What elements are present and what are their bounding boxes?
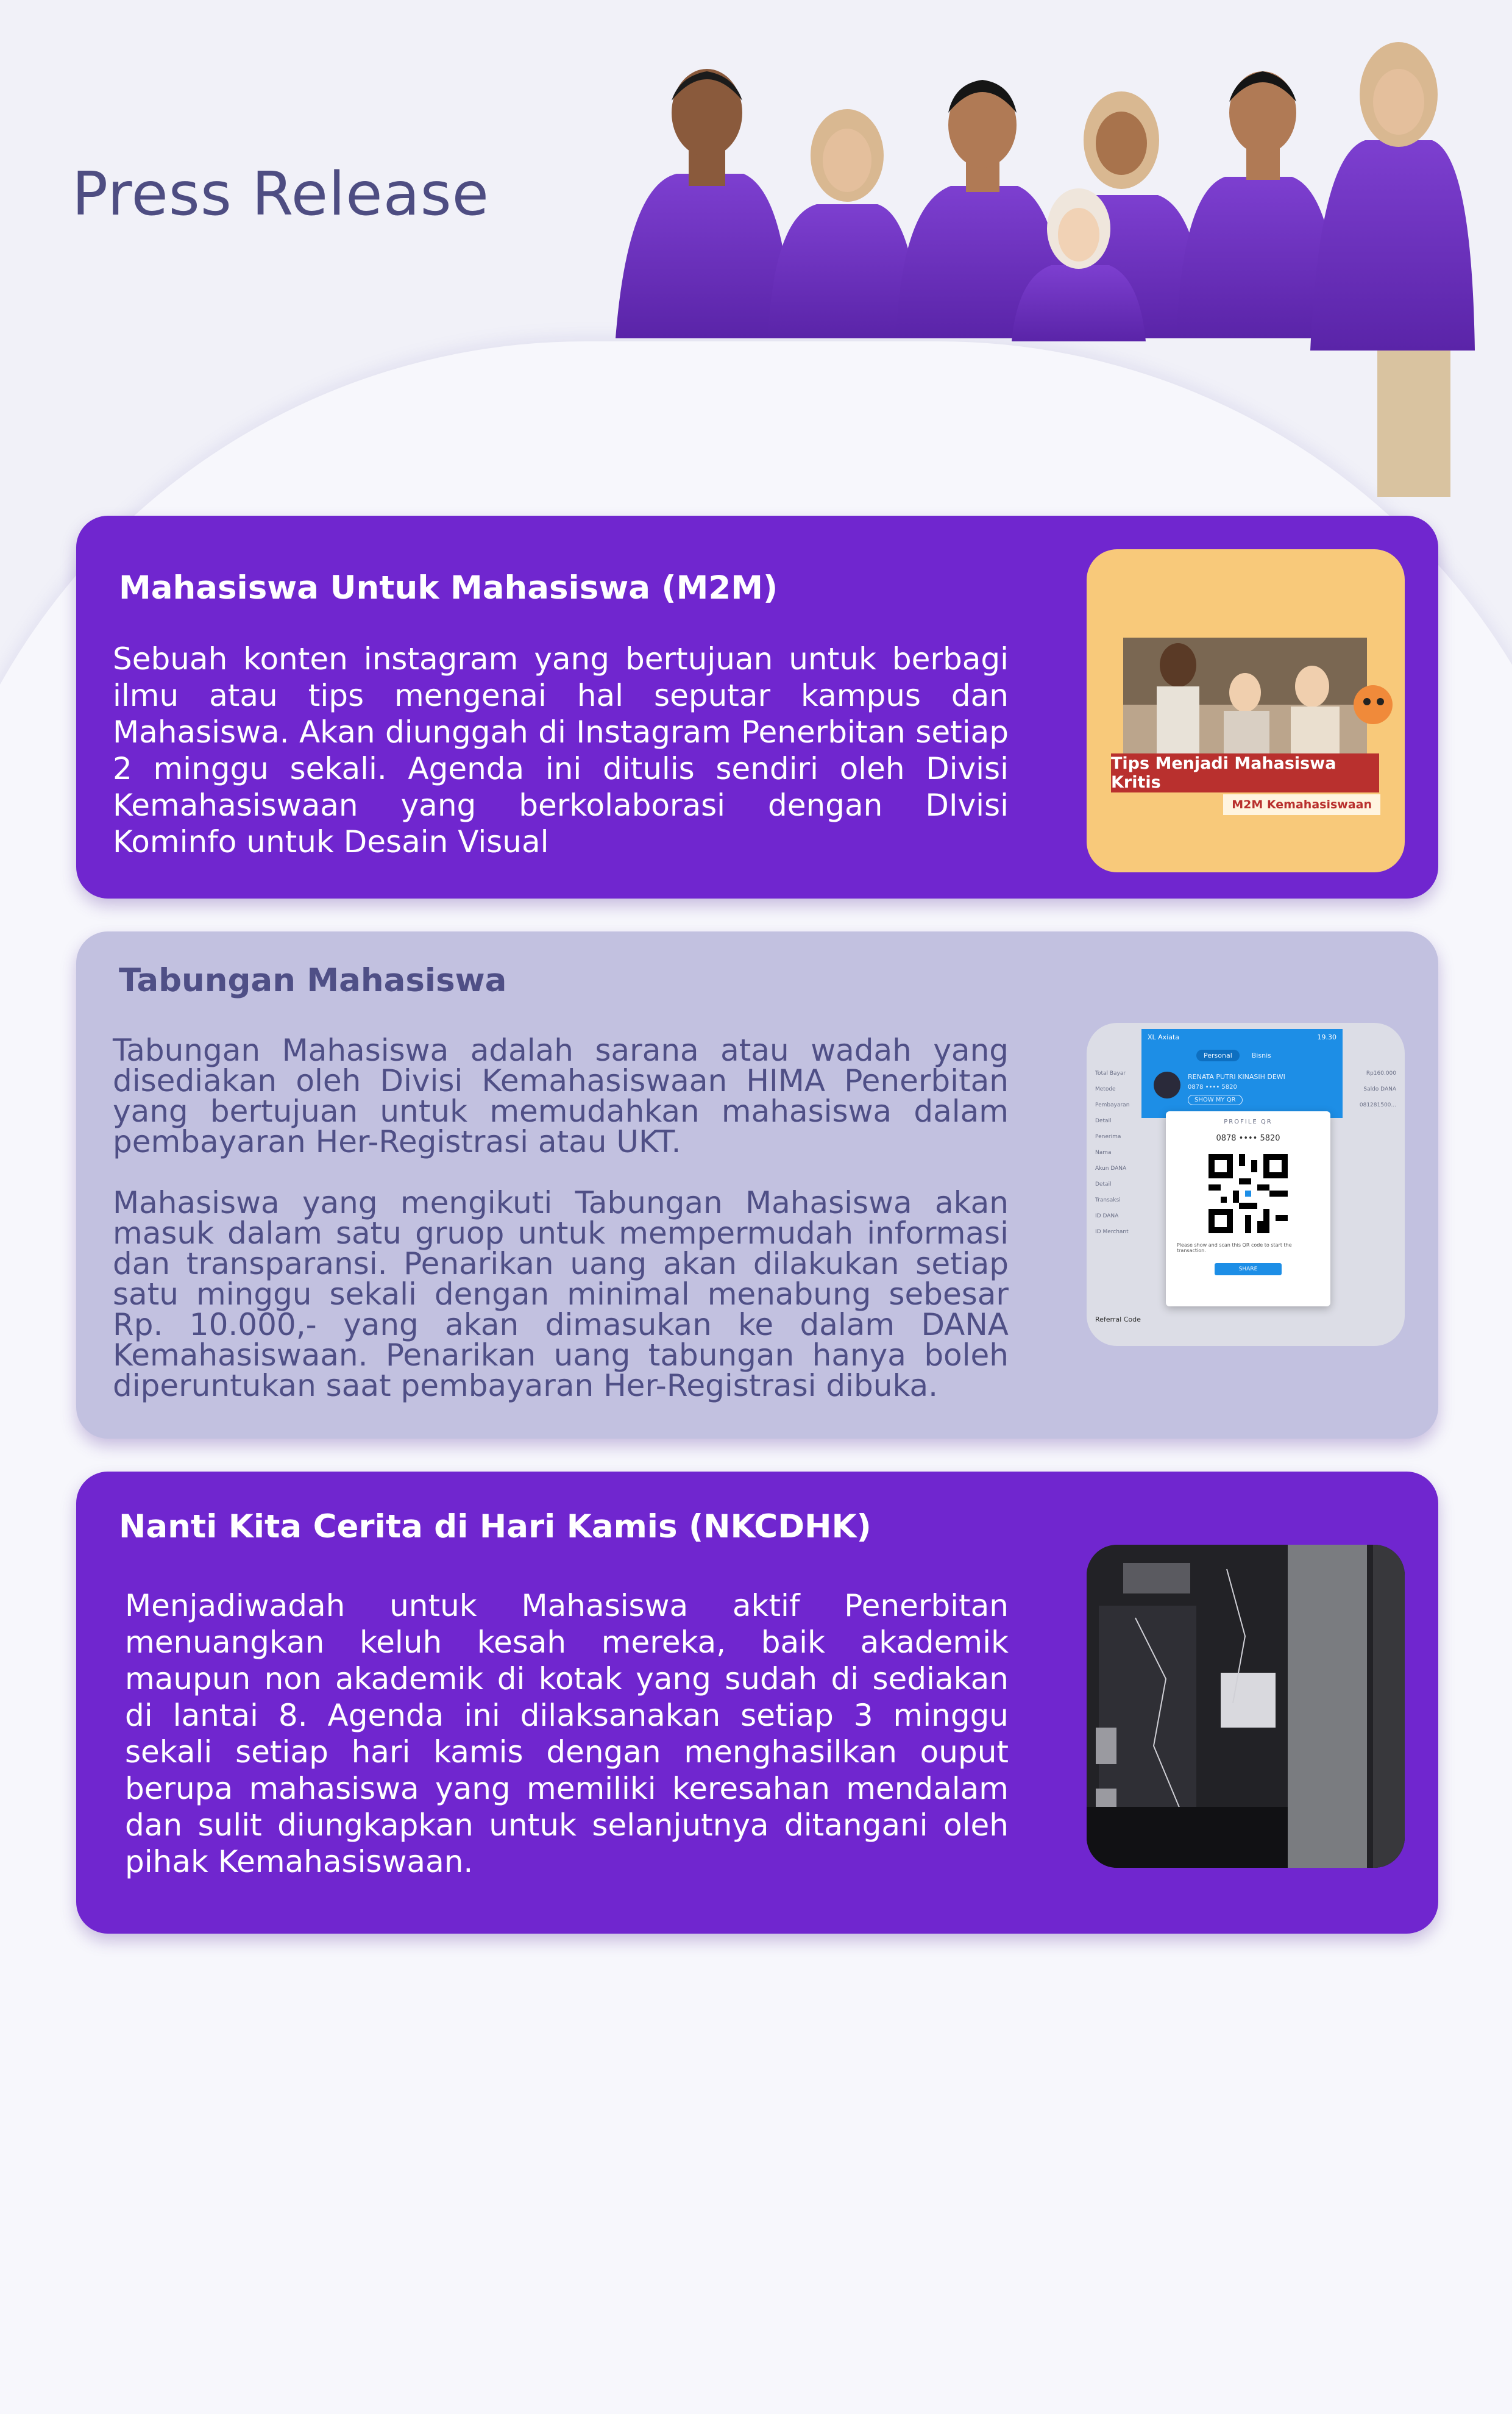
team-group-photo <box>603 34 1481 497</box>
qr-header: PROFILE QR <box>1224 1119 1272 1125</box>
section-title: Tabungan Mahasiswa <box>119 962 507 999</box>
label-row: Nama <box>1095 1150 1112 1156</box>
section-paragraph: Menjadiwadah untuk Mahasiswa aktif Penerbitan menuangkan keluh kesah mereka, baik akademik maupun non akademik di kotak yang sudah di sediakan di lantai 8. Agenda ini dilaksanakan setiap 3 minggu sekali setiap hari kamis dengan menghasilkan ouput berupa mahasiswa yang memiliki keresahan mendalam dan sulit diungkapkan untuk selanjutnya ditangani oleh pihak Kemahasiswaan. <box>125 1588 1009 1879</box>
section-description <box>125 1587 1009 1880</box>
section-paragraph: Mahasiswa yang mengikuti Tabungan Mahasiswa akan masuk dalam satu gruop untuk mempermudah informasi dan transparansi. Penarikan uang akan dilakukan setiap satu minggu sekali dengan minimal menabung sebesar Rp. 10.000,- yang akan dimasukan ke dalam DANA Kemahasiswaan. Penarikan uang tabungan hanya boleh diperuntukan saat pembayaran Her-Registrasi dibuka. <box>113 1185 1009 1403</box>
m2m-banner-title: Tips Menjadi Mahasiswa Kritis <box>1111 753 1379 792</box>
qr-code-icon <box>1209 1154 1288 1233</box>
value-row: 081281500... <box>1359 1102 1396 1108</box>
person-2 <box>768 109 920 338</box>
section-description <box>113 1035 1009 1401</box>
section-paragraph: Sebuah konten instagram yang bertujuan untuk berbagi ilmu atau tips mengenai hal seputar kampus dan Mahasiswa. Akan diunggah di Instagram Penerbitan setiap 2 minggu sekali. Agenda ini ditulis sendiri oleh Divisi Kemahasiswaan yang berkolaborasi dengan DIvisi Kominfo untuk Desain Visual <box>113 641 1009 860</box>
section-card-m2m <box>76 516 1438 899</box>
tab-bisnis[interactable]: Bisnis <box>1251 1052 1271 1059</box>
elevator-illustration <box>1087 1545 1405 1868</box>
status-time: 19.30 <box>1317 1033 1336 1041</box>
section-title: Mahasiswa Untuk Mahasiswa (M2M) <box>119 569 778 607</box>
value-row: Saldo DANA <box>1363 1086 1396 1092</box>
students-illustration <box>1087 549 1405 872</box>
phone-status-bar <box>1141 1029 1343 1045</box>
qr-hint: Please show and scan this QR code to start the transaction. <box>1177 1242 1292 1253</box>
qr-number: 0878 •••• 5820 <box>1216 1134 1280 1143</box>
profile-number: 0878 •••• 5820 <box>1188 1084 1237 1091</box>
person-1 <box>616 69 792 338</box>
share-button[interactable]: SHARE <box>1215 1263 1282 1275</box>
label-row: Total Bayar <box>1095 1070 1126 1077</box>
dana-qr-screenshot <box>1087 1023 1405 1346</box>
value-row: Rp160.000 <box>1366 1070 1396 1077</box>
m2m-banner-subtitle: M2M Kemahasiswaan <box>1223 794 1380 815</box>
status-carrier: XL Axiata <box>1148 1033 1180 1041</box>
label-row: Akun DANA <box>1095 1166 1127 1172</box>
label-row: Detail Transaksi <box>1095 1181 1121 1203</box>
section-title: Nanti Kita Cerita di Hari Kamis (NKCDHK) <box>119 1508 871 1545</box>
section-paragraph: Tabungan Mahasiswa adalah sarana atau wadah yang disediakan oleh Divisi Kemahasiswaan HIMA Penerbitan yang bertujuan untuk memudahkan mahasiswa dalam pembayaran Her-Registrasi atau UKT. <box>113 1033 1009 1159</box>
person-6 <box>1310 42 1475 497</box>
referral-label: Referral Code <box>1095 1316 1141 1323</box>
right-column-values <box>1354 1066 1396 1113</box>
elevator-suggestion-box-photo <box>1087 1545 1405 1868</box>
label-row: ID DANA <box>1095 1213 1119 1219</box>
label-row: ID Merchant <box>1095 1229 1129 1235</box>
show-qr-button[interactable]: SHOW MY QR <box>1188 1095 1243 1105</box>
tab-personal[interactable]: Personal <box>1196 1050 1240 1061</box>
page-title: Press Release <box>72 160 489 229</box>
avatar <box>1154 1072 1180 1098</box>
left-column-labels <box>1095 1066 1138 1240</box>
qr-modal <box>1166 1111 1330 1306</box>
section-description <box>113 641 1009 860</box>
m2m-post-image <box>1087 549 1405 872</box>
label-row: Detail Penerima <box>1095 1118 1121 1140</box>
section-card-tabungan <box>76 931 1438 1439</box>
section-card-nkcdhk <box>76 1472 1438 1934</box>
profile-name: RENATA PUTRI KINASIH DEWI <box>1188 1073 1285 1081</box>
label-row: Metode Pembayaran <box>1095 1086 1130 1108</box>
